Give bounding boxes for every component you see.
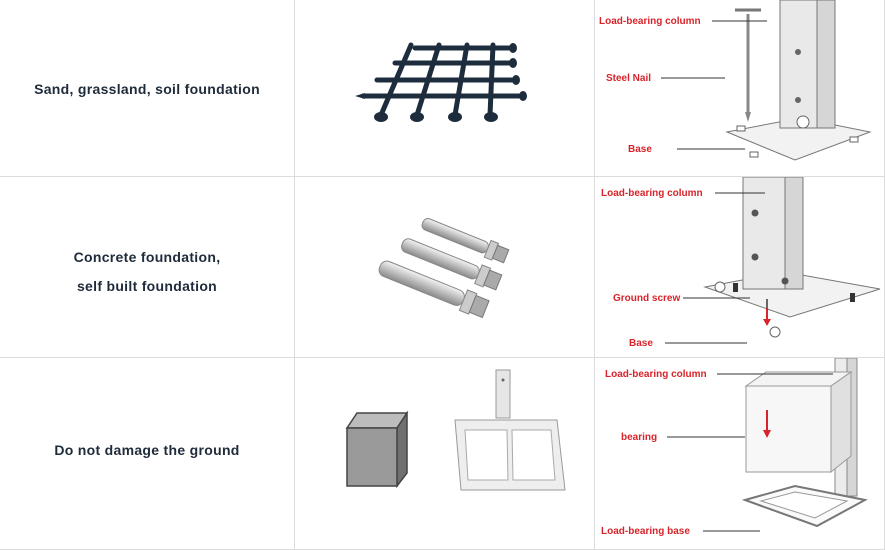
ballast-bearing-diagram: [595, 358, 885, 550]
steel-nail-installation-diagram: [595, 0, 885, 177]
row-3-diagram-cell: [595, 358, 885, 550]
row-3-base-label: Load-bearing base: [601, 526, 690, 537]
row-3-product-cell: [295, 358, 595, 550]
row-1-label-cell: [0, 0, 295, 177]
row-2-foundation-label-line1: Concrete foundation,: [73, 249, 221, 265]
row-1-base-label: Base: [628, 144, 652, 155]
row-1-foundation-label: Sand, grassland, soil foundation: [34, 81, 260, 97]
weight-block-and-base-frame-image: [295, 358, 595, 550]
row-2-foundation-label-line2: self built foundation: [76, 278, 218, 294]
row-3-foundation-label: Do not damage the ground: [54, 442, 240, 458]
row-1-column-label: Load-bearing column: [599, 16, 701, 27]
row-1-diagram-cell: [595, 0, 885, 177]
expansion-bolts-image: [295, 177, 595, 358]
row-3-label-cell: [0, 358, 295, 550]
row-2-base-label: Base: [629, 338, 653, 349]
row-2-product-cell: [295, 177, 595, 358]
row-1-nail-label: Steel Nail: [606, 73, 652, 84]
row-3-column-label: Load-bearing column: [605, 369, 707, 380]
steel-nail-grid-image: [295, 0, 595, 177]
row-2-screw-label: Ground screw: [613, 293, 681, 304]
row-1-product-cell: [295, 0, 595, 177]
row-3-bearing-label: bearing: [621, 432, 658, 443]
ground-screw-installation-diagram: [595, 177, 885, 358]
row-2-diagram-cell: [595, 177, 885, 358]
row-2-label-cell: [0, 177, 295, 358]
row-2-column-label: Load-bearing column: [601, 188, 703, 199]
